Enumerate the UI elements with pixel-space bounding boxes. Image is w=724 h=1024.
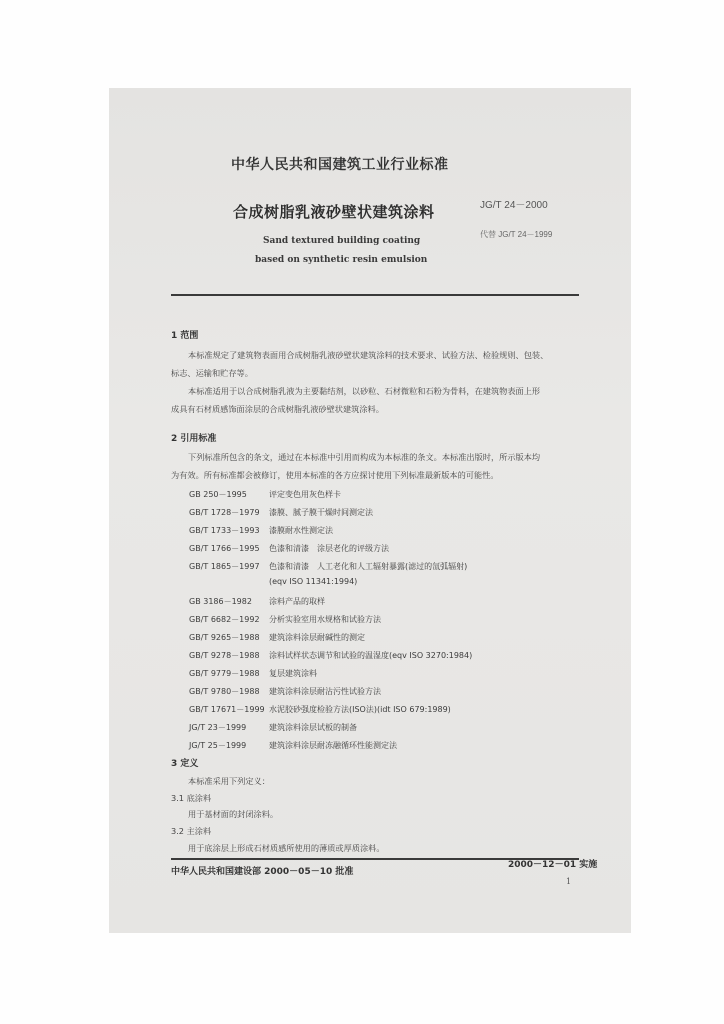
reference-item: GB/T 9265－1988 建筑涂料涂层耐碱性的测定 xyxy=(189,633,365,642)
reference-item: GB/T 6682－1992 分析实验室用水规格和试验方法 xyxy=(189,615,381,624)
definition-3-2-term: 3.2 主涂料 xyxy=(171,826,212,836)
reference-item: GB/T 1733－1993 漆膜耐水性测定法 xyxy=(189,526,333,535)
section-1-para-2-line-1: 本标准适用于以合成树脂乳液为主要黏结剂，以砂粒、石材微粒和石粉为骨料，在建筑物表面上形 xyxy=(188,386,541,396)
header-divider xyxy=(171,294,579,296)
document-page xyxy=(109,88,631,933)
section-3-heading: 3 定义 xyxy=(171,759,199,769)
reference-item: JG/T 23－1999 建筑涂料涂层试板的制备 xyxy=(189,723,357,732)
reference-item: GB 3186－1982 涂料产品的取样 xyxy=(189,597,325,606)
industry-standard-heading: 中华人民共和国建筑工业行业标准 xyxy=(231,157,449,173)
reference-item: GB/T 9780－1988 建筑涂料涂层耐沾污性试验方法 xyxy=(189,687,381,696)
section-1-para-2-line-2: 成具有石材质感饰面涂层的合成树脂乳液砂壁状建筑涂料。 xyxy=(171,404,384,414)
implementation-date: 2000－12－01 实施 xyxy=(508,860,598,870)
reference-item: GB/T 9278－1988 涂料试样状态调节和试验的温湿度(eqv ISO 3270:1984) xyxy=(189,651,473,660)
page-number: 1 xyxy=(566,877,572,886)
document-title: 合成树脂乳液砂壁状建筑涂料 xyxy=(233,203,435,221)
reference-item: GB/T 17671－1999 水泥胶砂强度检验方法(ISO法)(idt ISO 679:1989) xyxy=(189,705,451,714)
definition-3-2-text: 用于底涂层上形成石材质感所使用的薄质或厚质涂料。 xyxy=(188,843,385,853)
approval-statement: 中华人民共和国建设部 2000－05－10 批准 xyxy=(171,867,354,877)
reference-item: GB/T 1865－1997 色漆和清漆 人工老化和人工辐射暴露(滤过的氙弧辐射) xyxy=(189,562,468,571)
reference-item: GB/T 9779－1988 复层建筑涂料 xyxy=(189,669,317,678)
english-title-line-1: Sand textured building coating xyxy=(263,236,421,246)
section-2-intro-line-1: 下列标准所包含的条文，通过在本标准中引用而构成为本标准的条文。本标准出版时，所示版本均 xyxy=(188,452,541,462)
standard-code: JG/T 24－2000 xyxy=(480,200,548,211)
reference-item: GB 250－1995 评定变色用灰色样卡 xyxy=(189,490,341,499)
definition-3-1-text: 用于基材面的封闭涂料。 xyxy=(188,809,279,819)
reference-item: GB/T 1766－1995 色漆和清漆 涂层老化的评级方法 xyxy=(189,544,389,553)
section-2-intro-line-2: 为有效。所有标准都会被修订，使用本标准的各方应探讨使用下列标准最新版本的可能性。 xyxy=(171,470,499,480)
replaces-note: 代替 JG/T 24－1999 xyxy=(480,230,553,239)
reference-item: (eqv ISO 11341:1994) xyxy=(269,577,358,586)
section-1-para-1-line-1: 本标准规定了建筑物表面用合成树脂乳液砂壁状建筑涂料的技术要求、试验方法、检验规则、包装、 xyxy=(188,350,549,360)
section-2-heading: 2 引用标准 xyxy=(171,434,217,444)
reference-item: JG/T 25－1999 建筑涂料涂层耐冻融循环性能测定法 xyxy=(189,741,397,750)
section-1-para-1-line-2: 标志、运输和贮存等。 xyxy=(171,368,253,378)
definition-3-1-term: 3.1 底涂料 xyxy=(171,793,212,803)
section-1-heading: 1 范围 xyxy=(171,331,199,341)
english-title-line-2: based on synthetic resin emulsion xyxy=(255,255,428,265)
section-3-intro: 本标准采用下列定义： xyxy=(188,776,270,786)
reference-item: GB/T 1728－1979 漆膜、腻子膜干燥时间测定法 xyxy=(189,508,373,517)
